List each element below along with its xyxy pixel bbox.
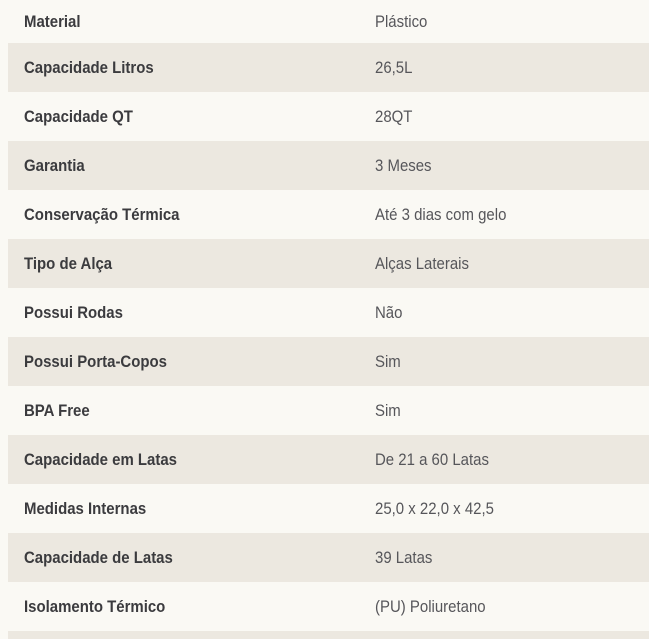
spec-label: [8, 205, 375, 225]
spec-value: [375, 597, 649, 617]
spec-label-text: Capacidade Litros: [24, 57, 154, 77]
spec-label: [8, 254, 375, 274]
spec-value: [375, 303, 649, 323]
spec-value-text: Até 3 dias com gelo: [375, 204, 507, 224]
spec-label-text: Capacidade de Latas: [24, 547, 173, 567]
spec-row-conservacao-termica: [8, 190, 649, 239]
spec-label: [8, 303, 375, 323]
spec-value-text: Sim: [375, 351, 401, 371]
spec-value-text: 25,0 x 22,0 x 42,5: [375, 498, 494, 518]
spec-row-garantia: [8, 141, 649, 190]
spec-label-text: BPA Free: [24, 400, 90, 420]
spec-row-capacidade-de-latas: [8, 533, 649, 582]
spec-label-text: Capacidade QT: [24, 106, 133, 126]
spec-value-text: 26,5L: [375, 57, 413, 77]
spec-label: [8, 401, 375, 421]
spec-row-possui-rodas: [8, 288, 649, 337]
spec-label: [8, 499, 375, 519]
spec-value: [375, 548, 649, 568]
spec-label: [8, 597, 375, 617]
spec-label: [8, 352, 375, 372]
spec-label: [8, 107, 375, 127]
spec-label-text: Possui Porta-Copos: [24, 351, 167, 371]
spec-label: [8, 450, 375, 470]
spec-value: [375, 156, 649, 176]
spec-row-medidas-internas: [8, 484, 649, 533]
spec-value-text: 28QT: [375, 106, 413, 126]
spec-row-capacidade-em-latas: [8, 435, 649, 484]
spec-label-text: Possui Rodas: [24, 302, 123, 322]
spec-label-text: Isolamento Térmico: [24, 596, 166, 616]
spec-row-isolamento-termico: [8, 582, 649, 631]
spec-value: [375, 12, 649, 32]
spec-value-text: 3 Meses: [375, 155, 432, 175]
spec-value-text: De 21 a 60 Latas: [375, 449, 489, 469]
spec-label: [8, 548, 375, 568]
spec-value-text: (PU) Poliuretano: [375, 596, 486, 616]
spec-row-tipo-de-alca: [8, 239, 649, 288]
spec-value: [375, 107, 649, 127]
spec-value: [375, 58, 649, 78]
spec-value: [375, 205, 649, 225]
spec-value-text: 39 Latas: [375, 547, 433, 567]
spec-label-text: Garantia: [24, 155, 85, 175]
spec-row-capacidade-litros: [8, 43, 649, 92]
spec-value-text: Plástico: [375, 11, 428, 31]
spec-label-text: Medidas Internas: [24, 498, 147, 518]
product-spec-table: [8, 0, 649, 639]
spec-row-partial-cutoff: [8, 631, 649, 639]
spec-value-text: Não: [375, 302, 403, 322]
spec-value: [375, 254, 649, 274]
spec-label-text: Capacidade em Latas: [24, 449, 177, 469]
spec-label-text: Material: [24, 11, 81, 31]
spec-row-material: [8, 0, 649, 43]
spec-row-possui-porta-copos: [8, 337, 649, 386]
spec-label: [8, 156, 375, 176]
spec-value-text: Sim: [375, 400, 401, 420]
spec-label-text: Conservação Térmica: [24, 204, 180, 224]
spec-value: [375, 401, 649, 421]
spec-label-text: Tipo de Alça: [24, 253, 113, 273]
spec-label: [8, 12, 375, 32]
spec-label: [8, 58, 375, 78]
spec-row-bpa-free: [8, 386, 649, 435]
spec-value: [375, 352, 649, 372]
spec-value: [375, 499, 649, 519]
spec-row-capacidade-qt: [8, 92, 649, 141]
spec-value-text: Alças Laterais: [375, 253, 469, 273]
spec-value: [375, 450, 649, 470]
